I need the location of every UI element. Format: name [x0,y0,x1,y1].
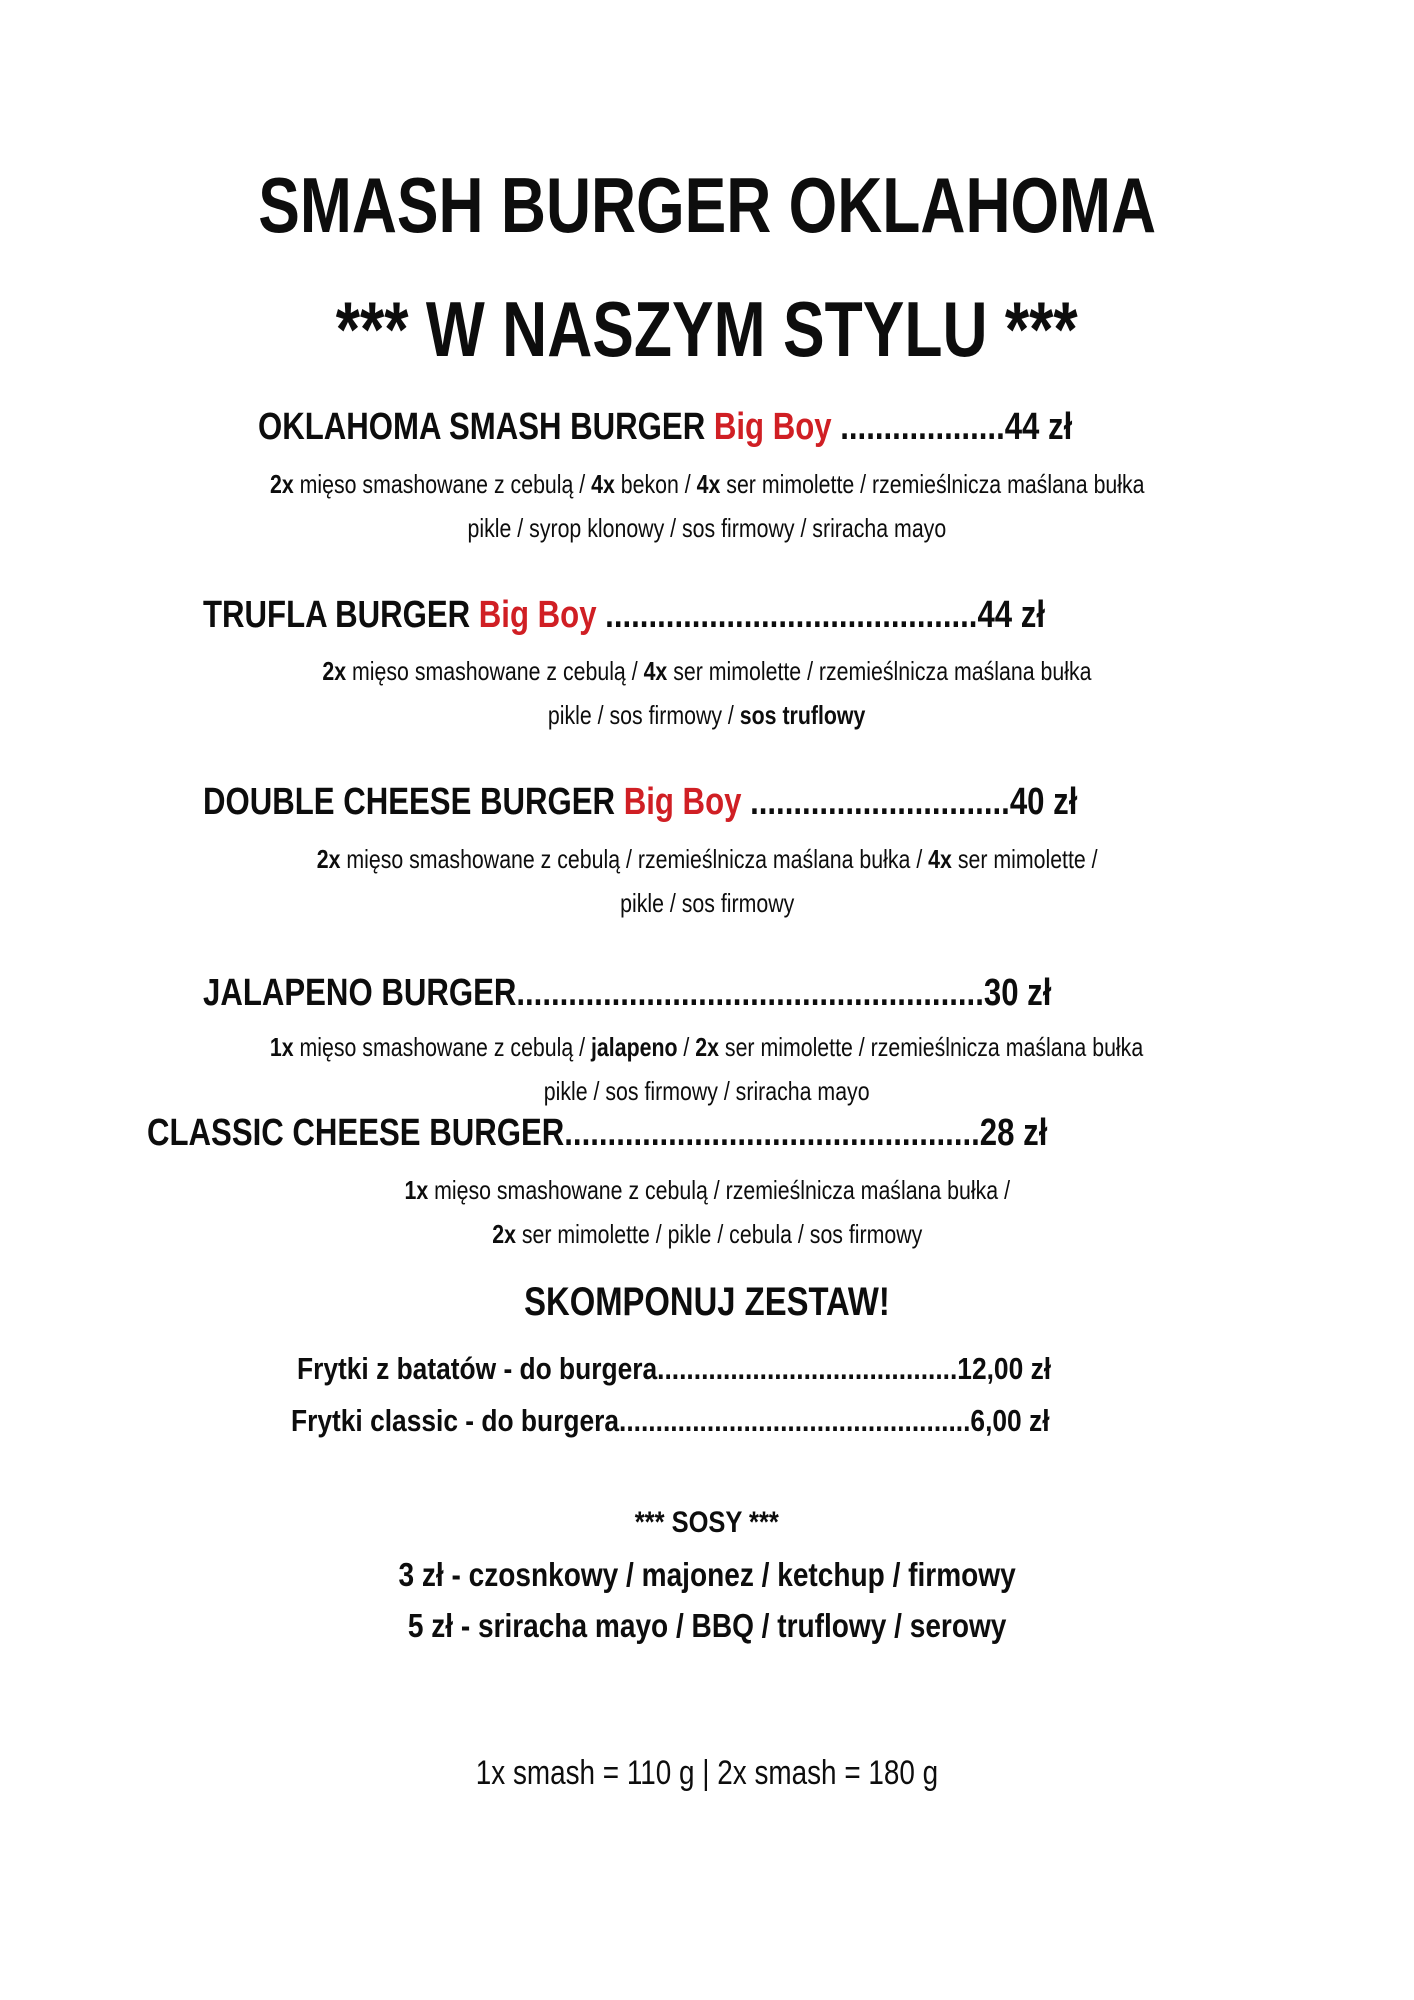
desc-fragment: 4x [928,844,952,874]
desc-fragment: 1x [270,1032,295,1062]
desc-fragment: mięso smashowane z cebulą / [294,1032,592,1062]
side-item-classic-fries: Frytki classic - do burgera................................................6,00 zł [291,1403,1050,1438]
desc-fragment: pikle / sos firmowy [619,888,795,918]
desc-fragment: 2x [695,1032,720,1062]
desc-fragment: mięso smashowane z cebulą / rzemieślnicza maślana bułka / [340,844,929,874]
menu-item-description-text [544,1078,870,1104]
menu-item-description [0,471,1414,497]
menu-item-price: 40 zł [1009,781,1078,823]
menu-item-name: CLASSIC CHEESE BURGER [147,1112,565,1154]
desc-fragment: ser mimolette / rzemieślnicza maślana bułka [720,469,1145,499]
menu-item-description-text [492,1221,922,1247]
page-subtitle [0,285,1414,373]
portion-info: 1x smash = 110 g | 2x smash = 180 g [475,1754,939,1792]
menu-item-description-text [270,1034,1143,1060]
menu-item-description [0,658,1414,684]
menu-item-price: 44 zł [977,594,1046,636]
sauces-title: *** SOSY *** [634,1506,780,1539]
desc-fragment: 2x [316,844,341,874]
menu-item-description-text [468,515,947,541]
sauces-line-3zl: 3 zł - czosnkowy / majonez / ketchup / firmowy [398,1556,1016,1593]
menu-item-price: 44 zł [1004,406,1073,448]
menu-item-heading [203,974,1051,1012]
menu-item-size-tag: Big Boy [623,781,742,823]
menu-item-description [0,1078,1414,1104]
menu-item-dot-leader: ...................................................... [516,972,984,1014]
menu-item-description-text [404,1177,1010,1203]
menu-item-description-text [322,658,1091,684]
desc-fragment: pikle / syrop klonowy / sos firmowy / sriracha mayo [467,513,947,543]
desc-fragment: pikle / sos firmowy / sriracha mayo [544,1076,870,1106]
page-title [0,161,1414,249]
menu-item-description-text [620,890,794,916]
menu-item-description [0,846,1414,872]
menu-item-dot-leader: ................... [831,406,1005,448]
menu-item-description [0,1177,1414,1203]
desc-fragment: 2x [322,656,347,686]
desc-fragment: 4x [696,469,721,499]
desc-fragment: ser mimolette / rzemieślnicza maślana bułka [667,656,1092,686]
menu-item-size-tag: Big Boy [713,406,832,448]
menu-item-dot-leader: ................................................ [564,1112,980,1154]
menu-item-dot-leader: .............................. [741,781,1010,823]
menu-item-description-text [270,471,1145,497]
menu-item-description [0,515,1414,541]
desc-fragment: / [677,1032,696,1062]
menu-item-description-text [317,846,1098,872]
sauces-line-5zl: 5 zł - sriracha mayo / BBQ / truflowy / serowy [407,1607,1007,1644]
desc-fragment: mięso smashowane z cebulą / rzemieślnicza maślana bułka / [427,1175,1010,1205]
menu-item-name: DOUBLE CHEESE BURGER [203,781,624,823]
menu-item-heading [258,408,1072,446]
page-title-line1: SMASH BURGER OKLAHOMA [258,161,1156,249]
desc-fragment: ser mimolette / rzemieślnicza maślana bułka [719,1032,1144,1062]
desc-fragment: pikle / sos firmowy / [548,700,741,730]
menu-item-name: TRUFLA BURGER [203,594,479,636]
desc-fragment: jalapeno [591,1032,678,1062]
page-title-line2: *** W NASZYM STYLU *** [336,285,1078,373]
menu-item-description [0,890,1414,916]
menu-item-heading [147,1114,1047,1152]
menu-item-size-tag: Big Boy [478,594,597,636]
desc-fragment: 2x [269,469,294,499]
desc-fragment: ser mimolette / [951,844,1098,874]
desc-fragment: sos truflowy [740,700,866,730]
menu-item-name: OKLAHOMA SMASH BURGER [258,406,714,448]
sets-title: SKOMPONUJ ZESTAW! [524,1280,890,1324]
menu-item-price: 30 zł [983,972,1052,1014]
side-item-sweet-potato-fries: Frytki z batatów - do burgera.........................................12,00 zł [297,1351,1052,1386]
desc-fragment: 4x [590,469,615,499]
desc-fragment: mięso smashowane z cebulą / [346,656,644,686]
menu-item-name: JALAPENO BURGER [203,972,517,1014]
desc-fragment: 4x [643,656,668,686]
menu-item-description [0,702,1414,728]
menu-item-description [0,1221,1414,1247]
menu-item-price: 28 zł [979,1112,1048,1154]
desc-fragment: ser mimolette / pikle / cebula / sos firmowy [515,1219,923,1249]
menu-item-heading [203,783,1077,821]
desc-fragment: 2x [491,1219,516,1249]
menu-item-dot-leader: ........................................... [596,594,978,636]
desc-fragment: mięso smashowane z cebulą / [293,469,591,499]
menu-item-heading [203,596,1045,634]
menu-item-description-text [548,702,866,728]
desc-fragment: bekon / [614,469,697,499]
desc-fragment: 1x [404,1175,428,1205]
menu-item-description [0,1034,1414,1060]
